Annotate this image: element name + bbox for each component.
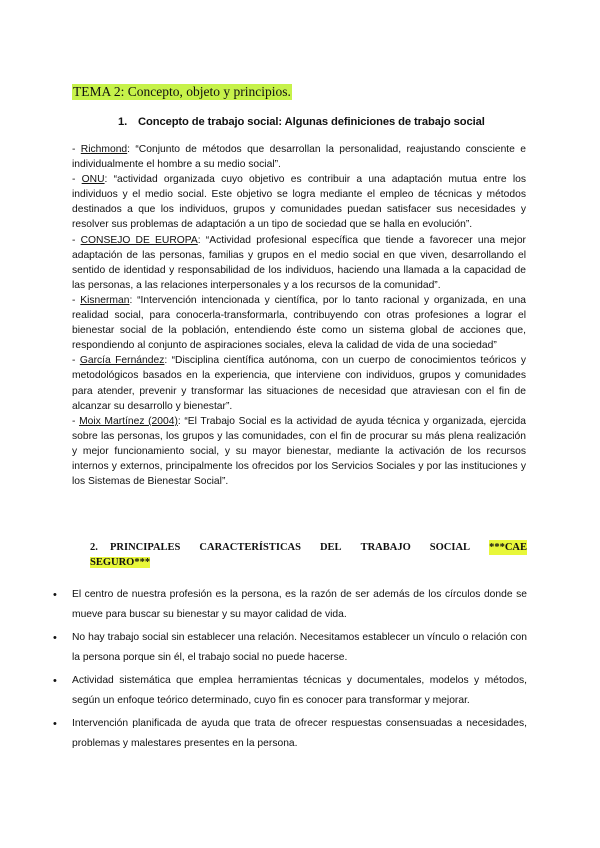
- bullet-icon: •: [53, 718, 57, 730]
- definition-prefix: -: [72, 415, 80, 427]
- list-item-text: Actividad sistemática que emplea herramientas técnicas y documentales, modelos y métodos, según un enfoque teórico determinado, cuyo fin es conocer para transformar y mejorar.: [72, 675, 527, 706]
- page-title: TEMA 2: Concepto, objeto y principios.: [73, 84, 291, 99]
- definition-onu: [72, 172, 526, 232]
- heading-word: CARACTERÍSTICAS: [199, 542, 301, 553]
- definition-prefix: -: [72, 144, 81, 155]
- list-item: [53, 671, 527, 711]
- heading-word: TRABAJO: [360, 542, 411, 553]
- list-item-text: El centro de nuestra profesión es la persona, es la razón de ser además de los círculos donde se mueve para buscar su bienestar y su mayor calidad de vida.: [72, 589, 527, 620]
- definition-consejo-europa: [72, 233, 526, 293]
- definition-author: Kisnerman: [80, 294, 130, 306]
- list-item-text: Intervención planificada de ayuda que trata de ofrecer respuestas consensuadas a necesidades, problemas y malestares presentes en la persona.: [72, 718, 527, 749]
- section-1-heading: [118, 116, 485, 128]
- definition-author: Richmond: [80, 144, 128, 155]
- definition-kisnerman: [72, 293, 526, 353]
- bullet-icon: •: [53, 632, 57, 644]
- definition-prefix: -: [72, 174, 82, 186]
- highlight-note-part2: SEGURO***: [90, 557, 151, 568]
- definition-author: García Fernández: [79, 355, 165, 367]
- heading-word: PRINCIPALES: [110, 542, 181, 553]
- definition-text: : “Actividad profesional específica que tiende a favorecer una mejor adaptación de las personas, familias y grupos en el medio social en que viven, desarrollando el sentido de identidad y responsabilidad de los individuos, haciendo una llamada a la capacidad de las personas, a las relaciones interpersonales y a los recursos de la comunidad”.: [72, 234, 526, 291]
- list-item-text: No hay trabajo social sin establecer una relación. Necesitamos establecer un vínculo o relación con la persona porque sin él, el trabajo social no puede hacerse.: [72, 632, 527, 663]
- section-2-word: [90, 540, 180, 555]
- section-2-heading-line: [90, 540, 527, 555]
- definition-text: : “Disciplina científica autónoma, con un cuerpo de conocimientos teóricos y metodológicos basados en la experiencia, que interviene con individuos, grupos y comunidades para atender, prevenir y transformar las situaciones de necesidad que atraviesan con el fin de alcanzar su desarrollo y bienestar”.: [72, 355, 526, 412]
- definition-text: : “Conjunto de métodos que desarrollan la personalidad, reajustando consciente e individualmente el hombre a su medio social”.: [72, 144, 526, 171]
- section-2-number: 2.: [90, 542, 98, 553]
- definition-prefix: -: [72, 234, 81, 246]
- list-item: [53, 714, 527, 754]
- section-2-heading: [90, 540, 527, 570]
- definition-author: Moix Martínez (2004): [79, 415, 178, 427]
- definition-author: CONSEJO DE EUROPA: [80, 234, 198, 246]
- definition-richmond: [72, 142, 526, 172]
- section-1-number: 1.: [118, 116, 128, 128]
- bullet-icon: •: [53, 675, 57, 687]
- definition-prefix: -: [72, 294, 81, 306]
- definition-text: : “actividad organizada cuyo objetivo es contribuir a una adaptación mutua entre los individuos y el medio social. Este objetivo se logra mediante el empleo de técnicas y métodos destinados a que los individuos, grupos y comunidades puedan satisfacer sus necesidades y resolver sus problemas de adaptación a un tipo de sociedad que se halla en evolución”.: [72, 174, 527, 231]
- section-2-heading-line2: [90, 555, 527, 570]
- definition-prefix: -: [72, 355, 80, 367]
- heading-word: SOCIAL: [429, 542, 471, 553]
- characteristics-list: [53, 585, 527, 757]
- list-item: [53, 585, 527, 625]
- bullet-icon: •: [53, 589, 57, 601]
- definition-text: : “Intervención intencionada y científica, por lo tanto racional y organizada, en una realidad social, para conocerla-transformarla, contribuyendo con otras profesiones a lograr el bienestar social de la población, entendiendo éste como un sistema global de acciones que, respondiendo al conjunto de aspiraciones sociales, eleva la calidad de vida de una sociedad”: [72, 294, 526, 352]
- definition-garcia-fernandez: [72, 353, 526, 413]
- definitions-list: [72, 142, 526, 489]
- definition-author: ONU: [81, 174, 105, 186]
- section-1-heading-text: Concepto de trabajo social: Algunas definiciones de trabajo social: [138, 116, 485, 128]
- heading-word: DEL: [319, 542, 342, 553]
- highlight-note-part1: ***CAE: [489, 542, 527, 553]
- definition-text: : “El Trabajo Social es la actividad de ayuda técnica y organizada, ejercida sobre las personas, los grupos y las comunidades, con el fin de procurar su más plena realización y mejor funcionamiento social, y su mayor bienestar, mediante la activación de los recursos internos y externos, principalmente los ofrecidos por los Servicios Sociales y por las instituciones y los Sistemas de Bienestar Social”.: [72, 415, 526, 488]
- list-item: [53, 628, 527, 668]
- definition-moix-martinez: [72, 414, 526, 489]
